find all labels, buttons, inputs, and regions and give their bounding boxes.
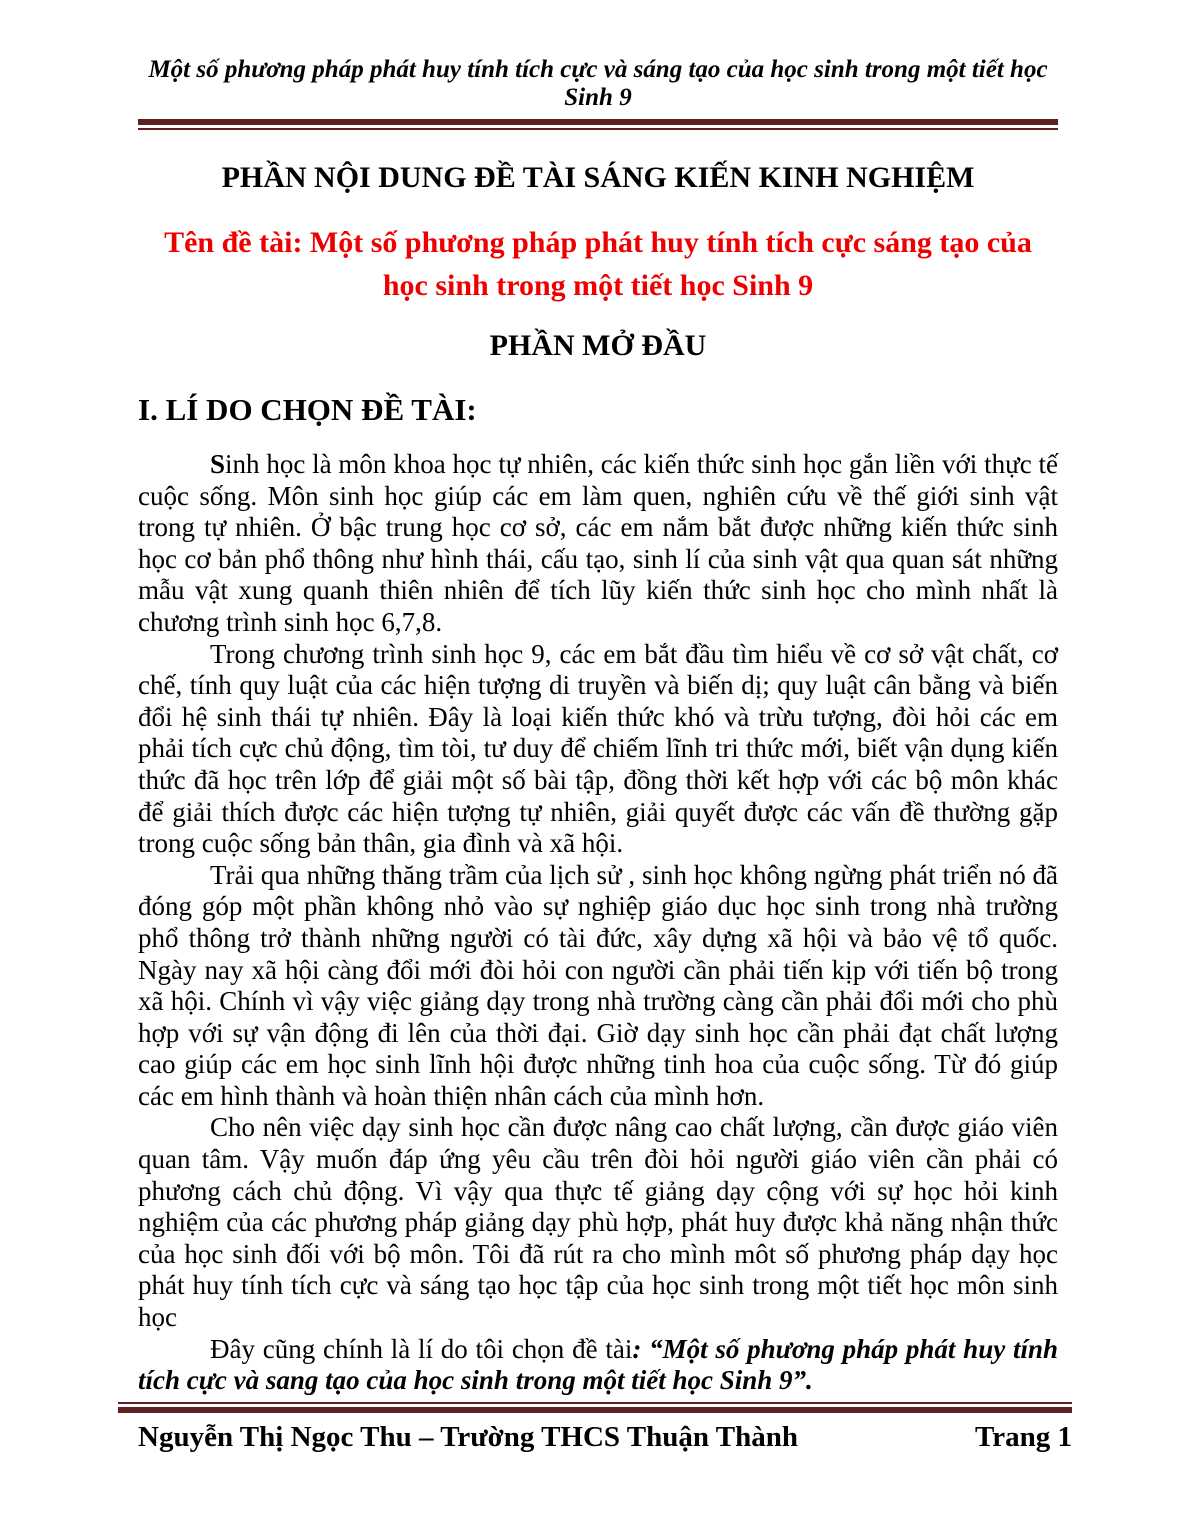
- opening-section-title: PHẦN MỞ ĐẦU: [489, 329, 707, 362]
- section-heading-reason: I. LÍ DO CHỌN ĐỀ TÀI:: [138, 392, 477, 427]
- paragraph-5-topic-quote: : “Một số phương pháp phát huy tính tích cực và sang tạo của học sinh trong một tiết học Sinh 9”.: [138, 1333, 1058, 1396]
- running-header-title: Một số phương pháp phát huy tính tích cực và sáng tạo của học sinh trong một tiết học Sinh 9: [148, 56, 1048, 111]
- paragraph-5-text: Đây cũng chính là lí do tôi chọn đề tài: [210, 1333, 633, 1364]
- body-text-block: [138, 449, 1058, 1397]
- paragraph-2: Trong chương trình sinh học 9, các em bắt đầu tìm hiểu về cơ sở vật chất, cơ chế, tính quy luật của các hiện tượng di truyền và biến dị; quy luật cân bằng và biến đổi hệ sinh thái tự nhiên. Đây là loại kiến thức khó và trừu tượng, đòi hỏi các em phải tích cực chủ động, tìm tòi, tư duy để chiếm lĩnh tri thức mới, biết vận dụng kiến thức đã học trên lớp để giải một số bài tập, đồng thời kết hợp với các bộ môn khác để giải thích được các hiện tượng tự nhiên, giải quyết được các vấn đề thường gặp trong cuộc sống bản thân, gia đình và xã hội.: [138, 638, 1058, 859]
- footer-rule-thick-line: [118, 1407, 1072, 1413]
- header-rule: [138, 119, 1058, 130]
- main-title: PHẦN NỘI DUNG ĐỀ TÀI SÁNG KIẾN KINH NGHIỆM: [221, 161, 975, 194]
- paragraph-5: [138, 1334, 1058, 1397]
- paragraph-4: Cho nên việc dạy sinh học cần được nâng cao chất lượng, cần được giáo viên quan tâm. Vậy muốn đáp ứng yêu cầu trên đòi hỏi người giáo viên cần phải có phương cách chủ động. Vì vậy qua thực tế giảng dạy cộng với sự học hỏi kinh nghiệm của các phương pháp giảng dạy phù hợp, phát huy được khả năng nhận thức của học sinh đối với bộ môn. Tôi đã rút ra cho mình môt số phương pháp dạy học phát huy tính tích cực và sáng tạo học tập của học sinh trong một tiết học môn sinh học: [138, 1112, 1058, 1333]
- paragraph-3: Trải qua những thăng trầm của lịch sử , sinh học không ngừng phát triển nó đã đóng góp một phần không nhỏ vào sự nghiệp giáo dục học sinh trong nhà trường phổ thông trở thành những người có tài đức, xây dựng xã hội và bảo vệ tổ quốc. Ngày nay xã hội càng đổi mới đòi hỏi con người cần phải tiến kịp với tiến bộ trong xã hội. Chính vì vậy việc giảng dạy trong nhà trường càng cần phải đổi mới cho phù hợp với sự vận động đi lên của thời đại. Giờ dạy sinh học cần phải đạt chất lượng cao giúp các em học sinh lĩnh hội được những tinh hoa của cuộc sống. Từ đó giúp các em hình thành và hoàn thiện nhân cách của mình hơn.: [138, 859, 1058, 1111]
- footer-author: Nguyễn Thị Ngọc Thu – Trường THCS Thuận Thành: [138, 1421, 798, 1453]
- page-footer: [118, 1402, 1072, 1454]
- header-rule-thin-line: [138, 128, 1058, 130]
- paragraph-1: [138, 449, 1058, 639]
- paragraph-1-lead-capital: S: [210, 449, 226, 479]
- footer-rule: [118, 1402, 1072, 1413]
- topic-title: Tên đề tài: Một số phương pháp phát huy tính tích cực sáng tạo của học sinh trong một tiết học Sinh 9: [164, 226, 1032, 302]
- footer-page-number: Trang 1: [975, 1421, 1072, 1453]
- footer-row: [118, 1421, 1072, 1454]
- paragraph-1-text: inh học là môn khoa học tự nhiên, các kiến thức sinh học gắn liền với thực tế cuộc sống. Môn sinh học giúp các em làm quen, nghiên cứu về thế giới sinh vật trong tự nhiên. Ở bậc trung học cơ sở, các em nắm bắt được những kiến thức sinh học cơ bản phổ thông như hình thái, cấu tạo, sinh lí của sinh vật qua quan sát những mẫu vật xung quanh thiên nhiên để tích lũy kiến thức sinh học cho mình nhất là chương trình sinh học 6,7,8.: [138, 449, 1058, 637]
